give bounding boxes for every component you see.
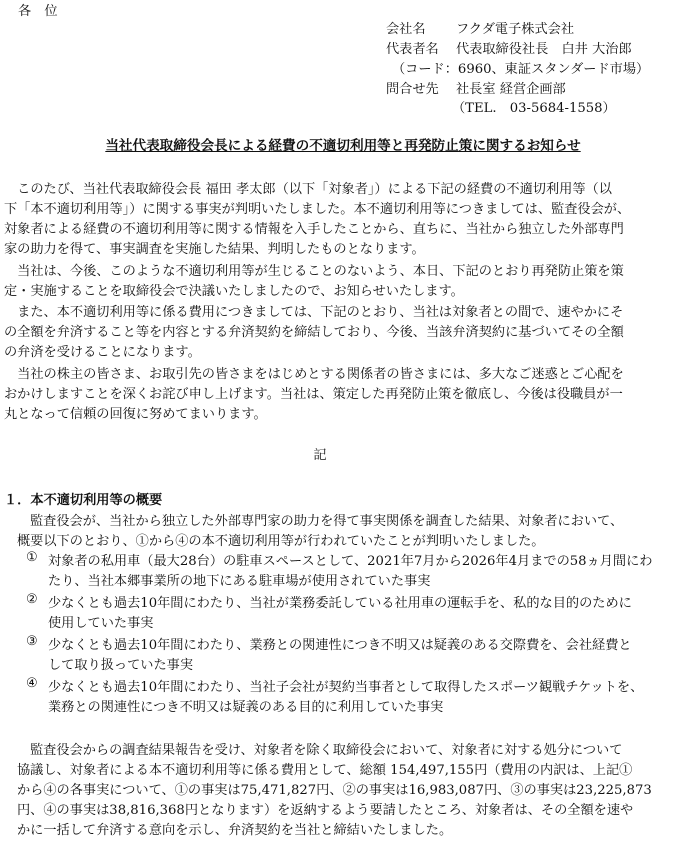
company-label: 会社名: [386, 22, 426, 37]
text-line: の全額を弁済すること等を内容とする弁済契約を締結しており、今後、当該弁済契約に基づいてその全額: [4, 325, 624, 340]
text-line: 定・実施することを取締役会で決議いたしましたので、お知らせいたします。: [4, 284, 464, 299]
text-line: かに一括して弁済する意向を示し、弁済契約を当社と締結いたしました。: [17, 823, 453, 838]
representative-label: 代表者名: [386, 42, 439, 57]
text-line: 家の助力を得て、事実調査を実施した結果、判明したものとなります。: [4, 242, 425, 257]
text-line: 少なくとも過去10年間にわたり、当社子会社が契約当事者として取得したスポーツ観戦チケットを、: [48, 680, 644, 695]
text-line: 下「本不適切利用等」）に関する事実が判明いたしました。本不適切利用等につきましては、監査役会が、: [4, 202, 631, 217]
document-title: 当社代表取締役会長による経費の不適切利用等と再発防止策に関するお知らせ: [105, 138, 581, 154]
representative-value: 代表取締役社長 白井 大治郎: [456, 42, 632, 57]
text-line: 監査役会からの調査結果報告を受け、対象者を除く取締役会において、対象者に対する処分について: [30, 743, 623, 758]
addressee: 各 位: [18, 4, 58, 19]
securities-code: （コード：6960、東証スタンダード市場）: [392, 62, 650, 77]
item-number: ①: [26, 550, 38, 565]
text-line: から④の各事実について、①の事実は75,471,827円、②の事実は16,983,087円、③の事実は23,225,873: [17, 783, 652, 798]
text-line: 協議し、対象者による本不適切利用等に係る費用として、総額 154,497,155円（費用の内訳は、上記①: [17, 763, 633, 778]
text-line: 対象者の私用車（最大28台）の駐車スペースとして、2021年7月から2026年4月までの58ヵ月間にわ: [48, 554, 653, 569]
text-line: 監査役会が、当社から独立した外部専門家の助力を得て事実関係を調査した結果、対象者において、: [30, 514, 624, 529]
text-line: 丸となって信頼の回復に努めてまいります。: [4, 407, 267, 422]
contact-value: 社長室 経営企画部: [456, 82, 566, 97]
text-line: 少なくとも過去10年間にわたり、業務との関連性につき不明又は疑義のある交際費を、会社経費と: [48, 638, 632, 653]
ki-marker: 記: [313, 448, 327, 463]
section-heading: １．本不適切利用等の概要: [4, 493, 163, 508]
item-number: ②: [26, 592, 38, 607]
contact-telephone: （TEL. 03-5684-1558）: [452, 101, 616, 116]
text-line: おかけしますことを深くお詫び申し上げます。当社は、策定した再発防止策を徹底し、今後は役職員が一: [4, 387, 623, 402]
text-line: 使用していた事実: [48, 616, 154, 631]
text-line: 業務との関連性につき不明又は疑義のある目的に利用していた事実: [48, 700, 444, 715]
text-line: 少なくとも過去10年間にわたり、当社が業務委託している社用車の運転手を、私的な目的のために: [48, 596, 632, 611]
company-value: フクダ電子株式会社: [456, 22, 575, 37]
text-line: また、本不適切利用等に係る費用につきましては、下記のとおり、当社は対象者との間で、速やかにそ: [4, 305, 624, 320]
item-number: ④: [26, 676, 38, 691]
text-line: 当社は、今後、このような不適切利用等が生じることのないよう、本日、下記のとおり再発防止策を策: [4, 264, 624, 279]
text-line: 円、④の事実は38,816,368円となります）を返納するよう要請したところ、対象者は、その全額を速や: [17, 803, 634, 818]
text-line: 対象者による経費の不適切利用等に関する情報を入手したことから、直ちに、当社から独立した外部専門: [4, 222, 624, 237]
text-line: たり、当社本郷事業所の地下にある駐車場が使用されていた事実: [48, 574, 431, 589]
text-line: の弁済を受けることになります。: [4, 345, 201, 360]
contact-label: 問合せ先: [386, 82, 439, 97]
text-line: 概要以下のとおり、①から④の本不適切利用等が行われていたことが判明いたしました。: [17, 534, 545, 549]
text-line: 当社の株主の皆さま、お取引先の皆さまをはじめとする関係者の皆さまには、多大なご迷惑とご心配を: [4, 367, 624, 382]
item-number: ③: [26, 634, 38, 649]
text-line: して取り扱っていた事実: [48, 658, 194, 673]
text-line: このたび、当社代表取締役会長 福田 孝太郎（以下「対象者」）による下記の経費の不適切利用等（以: [4, 182, 612, 197]
